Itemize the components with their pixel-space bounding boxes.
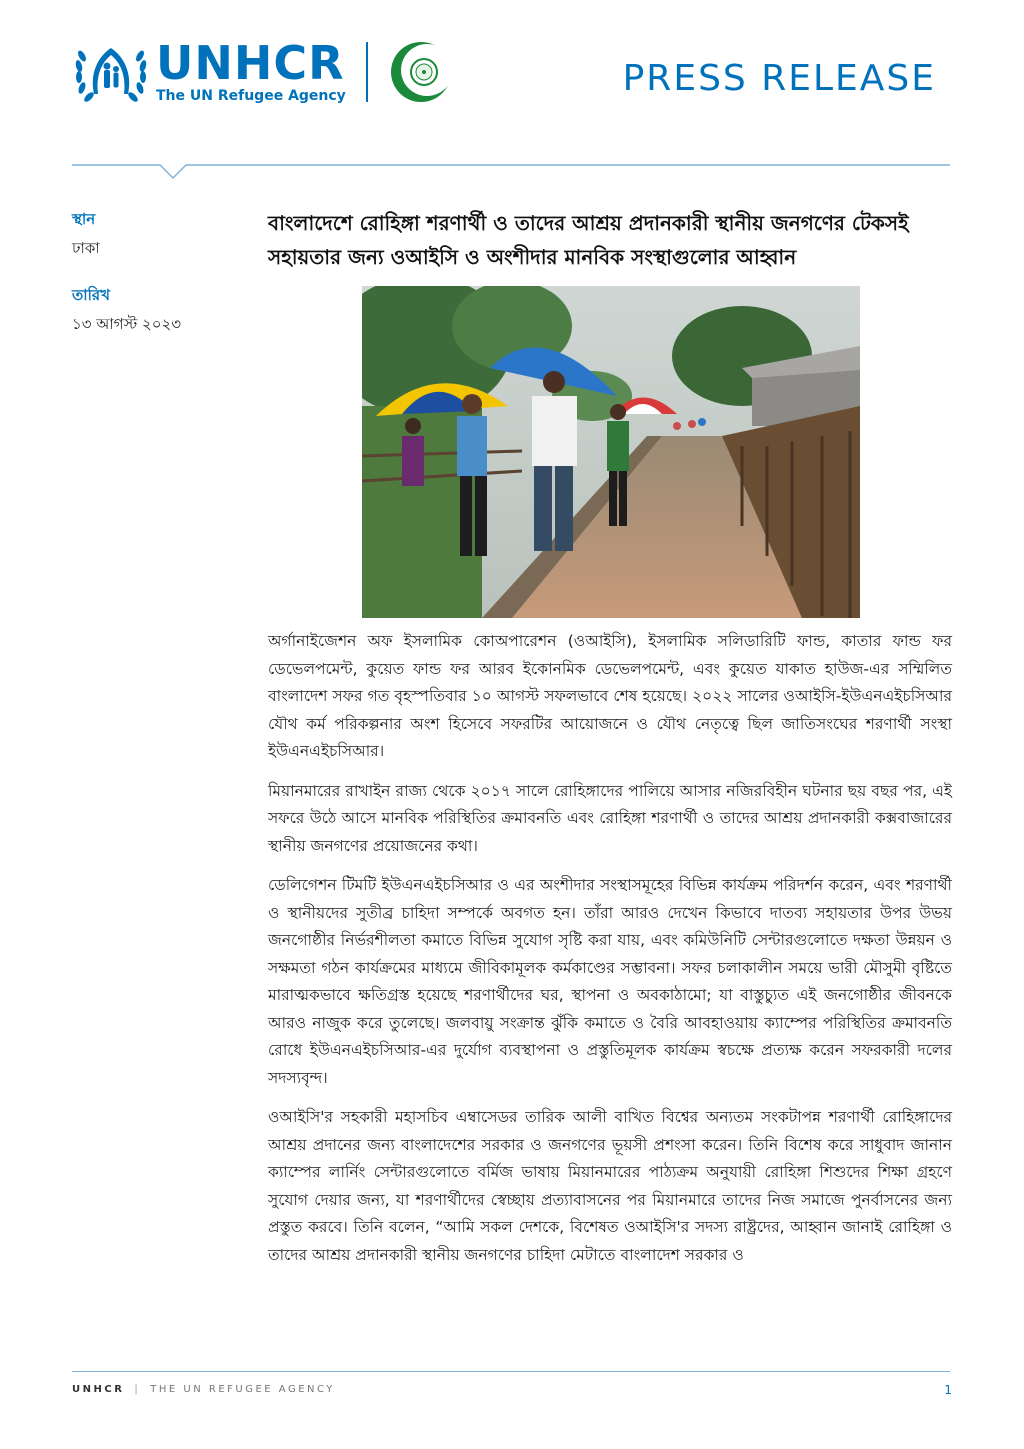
article-photo	[362, 286, 860, 618]
article-paragraph: ওআইসি'র সহকারী মহাসচিব এম্বাসেডর তারিক আলী বাখিত বিশ্বের অন্যতম সংকটাপন্ন শরণার্থী রোহিঙ্গাদের আশ্রয় প্রদানের জন্য বাংলাদেশের সরকার ও জনগণের ভূয়সী প্রশংসা করেন। তিনি বিশেষ করে সাধুবাদ জানান ক্যাম্পের লার্নিং সেন্টারগুলোতে বর্মিজ ভাষায় মিয়ানমারের পাঠ্যক্রম অনুযায়ী রোহিঙ্গা শিশুদের শিক্ষা গ্রহণে সুযোগ দেয়ার জন্য, যা শরণার্থীদের স্বেচ্ছায় প্রত্যাবাসনের পর মিয়ানমারে তাদের নিজ সমাজে পুনর্বাসনের জন্য প্রস্তুত করবে। তিনি বলেন, “আমি সকল দেশকে, বিশেষত ওআইসি'র সদস্য রাষ্ট্রদের, আহ্বান জানাই রোহিঙ্গা ও তাদের আশ্রয় প্রদানকারী স্থানীয় জনগণের চাহিদা মেটাতে বাংলাদেশ সরকার ও	[268, 1108, 952, 1264]
footer-separator: |	[134, 1384, 141, 1395]
date-block	[72, 284, 242, 338]
place-value: ঢাকা	[72, 239, 100, 257]
footer-brand: UNHCR	[72, 1384, 125, 1395]
doc-type-title: PRESS RELEASE	[622, 58, 936, 99]
article-paragraph: ডেলিগেশন টিমটি ইউএনএইচসিআর ও এর অংশীদার সংস্থাসমূহের বিভিন্ন কার্যক্রম পরিদর্শন করেন, এবং শরণার্থী ও স্থানীয়দের সুতীব্র চাহিদা সম্পর্কে অবগত হন। তাঁরা আরও দেখেন কিভাবে দাতব্য সহায়তার উপর উভয় জনগোষ্ঠীর নির্ভরশীলতা কমাতে বিভিন্ন সুযোগ সৃষ্টি করা যায়, এবং কমিউনিটি সেন্টারগুলোতে দক্ষতা উন্নয়ন ও সক্ষমতা গঠন কার্যক্রমের মাধ্যমে জীবিকামূলক কর্মকাণ্ডের সম্ভাবনা। সফর চলাকালীন সময়ে ভারী মৌসুমী বৃষ্টিতে মারাত্মকভাবে ক্ষতিগ্রস্ত হয়েছে শরণার্থীদের ঘর, স্থাপনা ও অবকাঠামো; যা বাস্তুচ্যুত এই জনগোষ্ঠীর জীবনকে আরও নাজুক করে তুলেছে। জলবায়ু সংক্রান্ত ঝুঁকি কমাতে ও বৈরি আবহাওয়ায় ক্যাম্পের পরিস্থিতির ক্রমাবনতি রোধে ইউএনএইচসিআর-এর দুর্যোগ ব্যবস্থাপনা ও প্রস্তুতিমূলক কার্যক্রম স্বচক্ষে প্রত্যক্ষ করেন সফরকারী দলের সদস্যবৃন্দ।	[268, 876, 952, 1087]
unhcr-wordmark	[156, 36, 346, 104]
article-paragraph: অর্গানাইজেশন অফ ইসলামিক কোঅপারেশন (ওআইসি), ইসলামিক সলিডারিটি ফান্ড, কাতার ফান্ড ফর ডেভেলপমেন্ট, কুয়েত ফান্ড ফর আরব ইকোনমিক ডেভেলপমেন্ট, এবং কুয়েত যাকাত হাউজ-এর সম্মিলিত বাংলাদেশ সফর গত বৃহস্পতিবার ১০ আগস্ট সফলভাবে শেষ হয়েছে। ২০২২ সালের ওআইসি-ইউএনএইচসিআর যৌথ কর্ম পরিকল্পনার অংশ হিসেবে সফরটির আয়োজনে ও যৌথ নেতৃত্বে ছিল জাতিসংঘের শরণার্থী সংস্থা ইউএনএইচসিআর।	[268, 632, 952, 760]
footer-agency: THE UN REFUGEE AGENCY	[150, 1384, 335, 1395]
header-divider	[72, 164, 950, 180]
place-block	[72, 208, 242, 262]
date-value: ১৩ আগস্ট ২০২৩	[72, 315, 181, 333]
article-body	[268, 206, 952, 1281]
org-tagline: The UN Refugee Agency	[156, 88, 346, 104]
place-label: স্থান	[72, 210, 96, 228]
unhcr-emblem-icon	[72, 36, 150, 108]
footer-divider	[72, 1371, 950, 1372]
logo-divider	[366, 42, 368, 102]
org-name: UNHCR	[156, 36, 345, 90]
page-number: 1	[944, 1383, 952, 1397]
logo-group	[72, 36, 454, 108]
article-paragraph: মিয়ানমারের রাখাইন রাজ্য থেকে ২০১৭ সালে রোহিঙ্গাদের পালিয়ে আসার নজিরবিহীন ঘটনার ছয় বছর পর, এই সফরে উঠে আসে মানবিক পরিস্থিতির ক্রমাবনতি এবং রোহিঙ্গা শরণার্থী ও তাদের আশ্রয় প্রদানকারী কক্সবাজারের স্থানীয় জনগণের প্রয়োজনের কথা।	[268, 781, 952, 855]
date-label: তারিখ	[72, 286, 110, 304]
meta-column	[72, 208, 242, 360]
page-header	[0, 0, 1024, 180]
article-headline: বাংলাদেশে রোহিঙ্গা শরণার্থী ও তাদের আশ্রয় প্রদানকারী স্থানীয় জনগণের টেকসই সহায়তার জন্য ওআইসি ও অংশীদার মানবিক সংস্থাগুলোর আহ্বান	[268, 211, 909, 269]
oic-emblem-icon	[388, 39, 454, 105]
footer-branding	[72, 1384, 335, 1395]
